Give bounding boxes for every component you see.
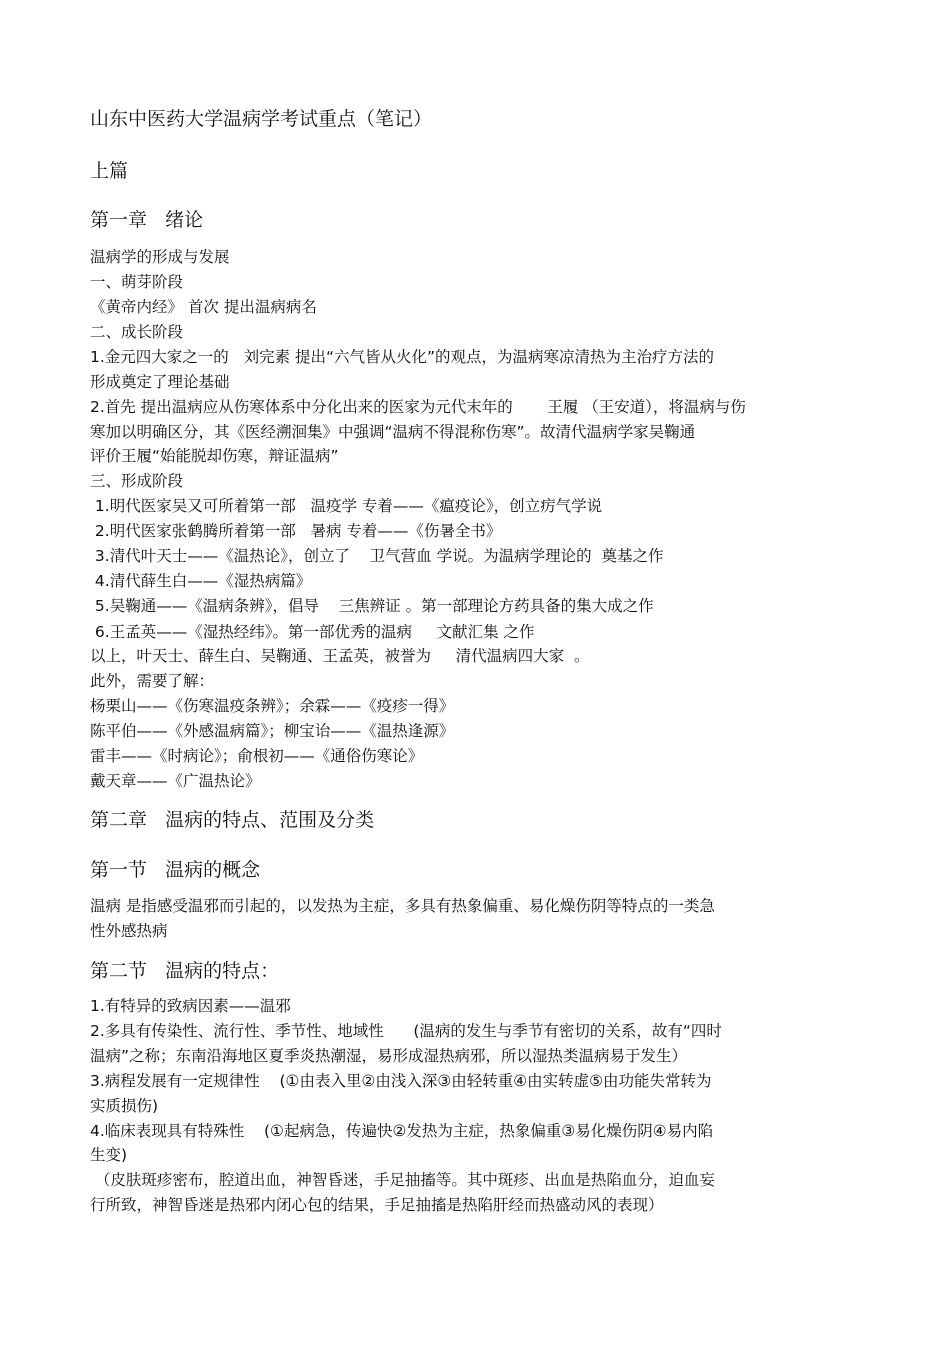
text-line: 4.清代薛生白——《湿热病篇》 — [90, 572, 312, 590]
text-line: 实质损伤) — [90, 1097, 159, 1115]
text-line: 温病 是指感受温邪而引起的，以发热为主症，多具有热象偏重、易化燥伤阴等特点的一类急 — [90, 897, 715, 915]
text-line: 此外，需要了解： — [90, 672, 215, 690]
text-line: 雷丰——《时病论》；俞根初——《通俗伤寒论》 — [90, 747, 424, 765]
text-line: 《黄帝内经》 首次 提出温病病名 — [90, 298, 317, 316]
text-line: 行所致，神智昏迷是热邪内闭心包的结果，手足抽搐是热陷肝经而热盛动风的表现） — [90, 1196, 664, 1214]
text-line: 2.明代医家张鹤腾所着第一部 暑病 专着——《伤暑全书》 — [90, 522, 502, 540]
text-line: 温病”之称；东南沿海地区夏季炎热潮湿，易形成湿热病邪，所以湿热类温病易于发生） — [90, 1047, 688, 1065]
text-line: 3.病程发展有一定规律性 (①由表入里②由浅入深③由轻转重④由实转虚⑤由功能失常转为 — [90, 1072, 712, 1090]
text-line: 形成奠定了理论基础 — [90, 373, 230, 391]
text-line: 5.吴鞠通——《温病条辨》，倡导 三焦辨证 。第一部理论方药具备的集大成之作 — [90, 597, 654, 615]
chapter-heading: 第二章 温病的特点、范围及分类 — [90, 809, 375, 831]
text-line: 杨栗山——《伤寒温疫条辨》；余霖——《疫疹一得》 — [90, 697, 455, 715]
section-heading: 第二节 温病的特点： — [90, 960, 280, 982]
part-heading: 上篇 — [90, 160, 129, 182]
text-line: 性外感热病 — [90, 922, 168, 940]
text-line: 生变) — [90, 1146, 128, 1164]
text-line: 1.明代医家吴又可所着第一部 温疫学 专着——《瘟疫论》，创立疠气学说 — [90, 497, 603, 515]
text-line: 寒加以明确区分，其《医经溯洄集》中强调“温病不得混称伤寒”。故清代温病学家吴鞠通 — [90, 423, 696, 441]
text-line: 1.有特异的致病因素——温邪 — [90, 997, 291, 1015]
section-heading: 第一节 温病的概念 — [90, 859, 261, 881]
text-line: 2.多具有传染性、流行性、季节性、地域性 (温病的发生与季节有密切的关系，故有“四时 — [90, 1022, 722, 1040]
text-line: 4.临床表现具有特殊性 (①起病急，传遍快②发热为主症，热象偏重③易化燥伤阴④易内陷 — [90, 1122, 714, 1140]
text-line: 3.清代叶天士——《温热论》，创立了 卫气营血 学说。为温病学理论的 奠基之作 — [90, 547, 664, 565]
text-line: 以上，叶天士、薛生白、吴鞠通、王孟英，被誉为 清代温病四大家 。 — [90, 647, 590, 665]
text-line: 陈平伯——《外感温病篇》；柳宝诒——《温热逢源》 — [90, 722, 455, 740]
text-line: 一、萌芽阶段 — [90, 273, 184, 291]
doc-title: 山东中医药大学温病学考试重点（笔记） — [90, 108, 433, 130]
text-line: 2.首先 提出温病应从伤寒体系中分化出来的医家为元代末年的 王履 （王安道），将温病与伤 — [90, 398, 746, 416]
text-line: 三、形成阶段 — [90, 472, 184, 490]
text-line: 评价王履“始能脱却伤寒，辩证温病” — [90, 447, 339, 465]
text-line: 二、成长阶段 — [90, 323, 184, 341]
text-line: （皮肤斑疹密布，腔道出血，神智昏迷，手足抽搐等。其中斑疹、出血是热陷血分，迫血妄 — [90, 1171, 715, 1189]
text-line: 1.金元四大家之一的 刘完素 提出“六气皆从火化”的观点，为温病寒凉清热为主治疗方法的 — [90, 348, 715, 366]
text-line: 温病学的形成与发展 — [90, 248, 230, 266]
text-line: 戴天章——《广温热论》 — [90, 772, 261, 790]
chapter-heading: 第一章 绪论 — [90, 209, 204, 231]
text-line: 6.王孟英——《湿热经纬》。第一部优秀的温病 文献汇集 之作 — [90, 623, 535, 641]
